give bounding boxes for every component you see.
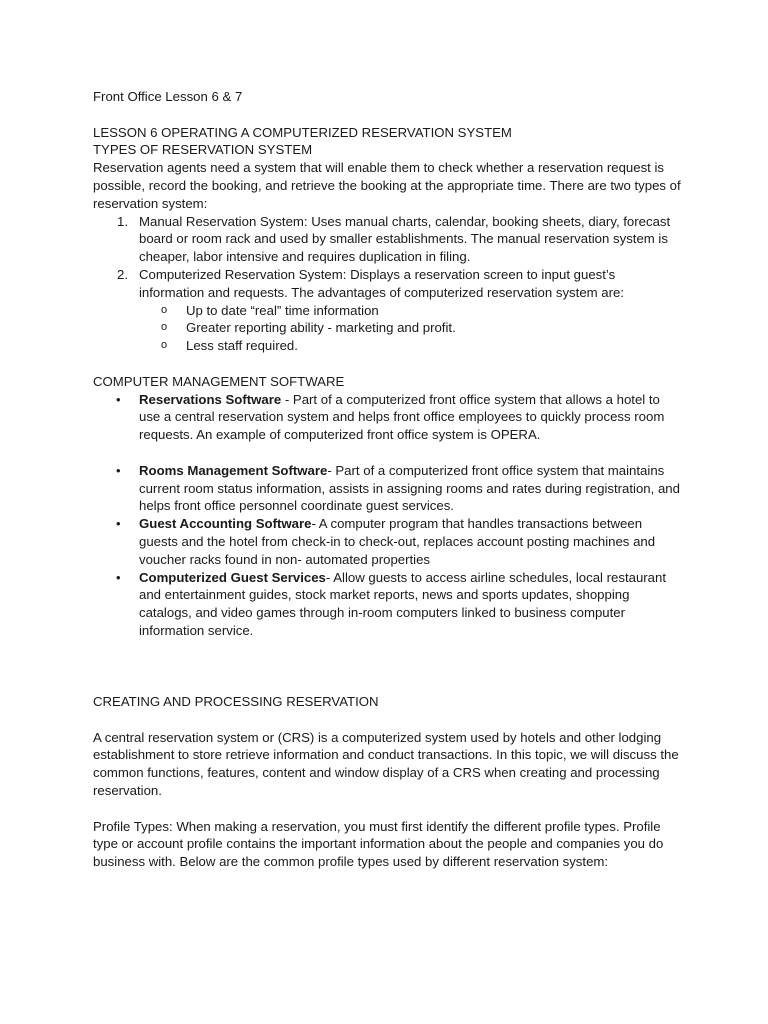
spacer — [93, 640, 683, 693]
bullet-icon: • — [116, 391, 121, 407]
bullet-icon: • — [116, 462, 121, 478]
bullet-icon: • — [116, 516, 121, 532]
list-item — [139, 319, 683, 337]
list-number: 1. — [117, 213, 128, 229]
list-item-text: Manual Reservation System: Uses manual charts, calendar, booking sheets, diary, forecast board or room rack and used by smaller establishments. The manual reservation system is cheaper, labor intensive and requires duplication in filing. — [139, 213, 671, 265]
types-heading: TYPES OF RESERVATION SYSTEM — [93, 142, 313, 158]
list-item — [139, 302, 683, 320]
profile-paragraph: Profile Types: When making a reservation, you must first identify the different profile types. Profile type or account profile contains the important information about the people and companies you do business with. Below are the common profile types used by different reservation system: — [93, 818, 664, 870]
spacer — [93, 444, 683, 462]
software-description: - Allow guests to access airline schedules, local restaurant and entertainment guides, stock market reports, news and sports updates, shopping catalogs, and video games through in-room computers linked to business computer information service. — [139, 569, 667, 638]
circle-bullet-icon: o — [161, 339, 168, 352]
software-term: Reservations Software — [139, 391, 282, 407]
document-title: Front Office Lesson 6 & 7 — [93, 89, 243, 104]
crs-paragraph: A central reservation system or (CRS) is a computerized system used by hotels and other lodging establishment to store retrieve information and conduct transactions. In this topic, we will discuss the common functions, features, content and window display of a CRS when creating and processing reservation. — [93, 729, 679, 799]
software-term: Computerized Guest Services — [139, 569, 326, 585]
spacer — [93, 106, 683, 124]
spacer — [93, 800, 683, 818]
software-description: - Part of a computerized front office system that maintains current room status information, assists in assigning rooms and rates during registration, and helps front office personnel coordinate guest services. — [139, 462, 680, 514]
software-list — [93, 391, 683, 640]
software-description: - Part of a computerized front office system that allows a hotel to use a central reservation system and helps front office employees to quickly process room requests. An example of computerized front office system is OPERA. — [139, 391, 665, 443]
lesson-heading: LESSON 6 OPERATING A COMPUTERIZED RESERVATION SYSTEM — [93, 124, 512, 140]
software-term: Guest Accounting Software — [139, 516, 312, 532]
list-item — [93, 213, 683, 266]
list-item-text: Computerized Reservation System: Displays a reservation screen to input guest’s information and requests. The advantages of computerized reservation system are: — [139, 266, 625, 300]
list-item — [139, 337, 683, 355]
advantages-list — [139, 302, 683, 355]
bullet-icon: • — [116, 569, 121, 585]
intro-paragraph: Reservation agents need a system that will enable them to check whether a reservation request is possible, record the booking, and retrieve the booking at the appropriate time. There are two types of reservation system: — [93, 160, 681, 211]
list-item-text: Up to date “real” time information — [186, 302, 379, 318]
spacer — [93, 711, 683, 729]
list-item-text: Greater reporting ability - marketing and profit. — [186, 320, 456, 336]
software-term: Rooms Management Software — [139, 462, 328, 478]
list-item — [93, 266, 683, 355]
circle-bullet-icon: o — [161, 303, 168, 316]
circle-bullet-icon: o — [161, 321, 168, 334]
list-item — [93, 569, 683, 640]
list-number: 2. — [117, 266, 128, 282]
document-body — [93, 88, 683, 871]
software-description: - A computer program that handles transactions between guests and the hotel from check-in to check-out, replaces account posting machines and voucher racks found in non- automated properties — [139, 516, 656, 567]
list-item — [93, 462, 683, 515]
list-item — [93, 391, 683, 444]
creating-heading: CREATING AND PROCESSING RESERVATION — [93, 694, 379, 710]
software-heading: COMPUTER MANAGEMENT SOFTWARE — [93, 373, 345, 389]
list-item — [93, 515, 683, 568]
list-item-text: Less staff required. — [186, 338, 298, 354]
reservation-types-list — [93, 213, 683, 355]
spacer — [93, 355, 683, 373]
